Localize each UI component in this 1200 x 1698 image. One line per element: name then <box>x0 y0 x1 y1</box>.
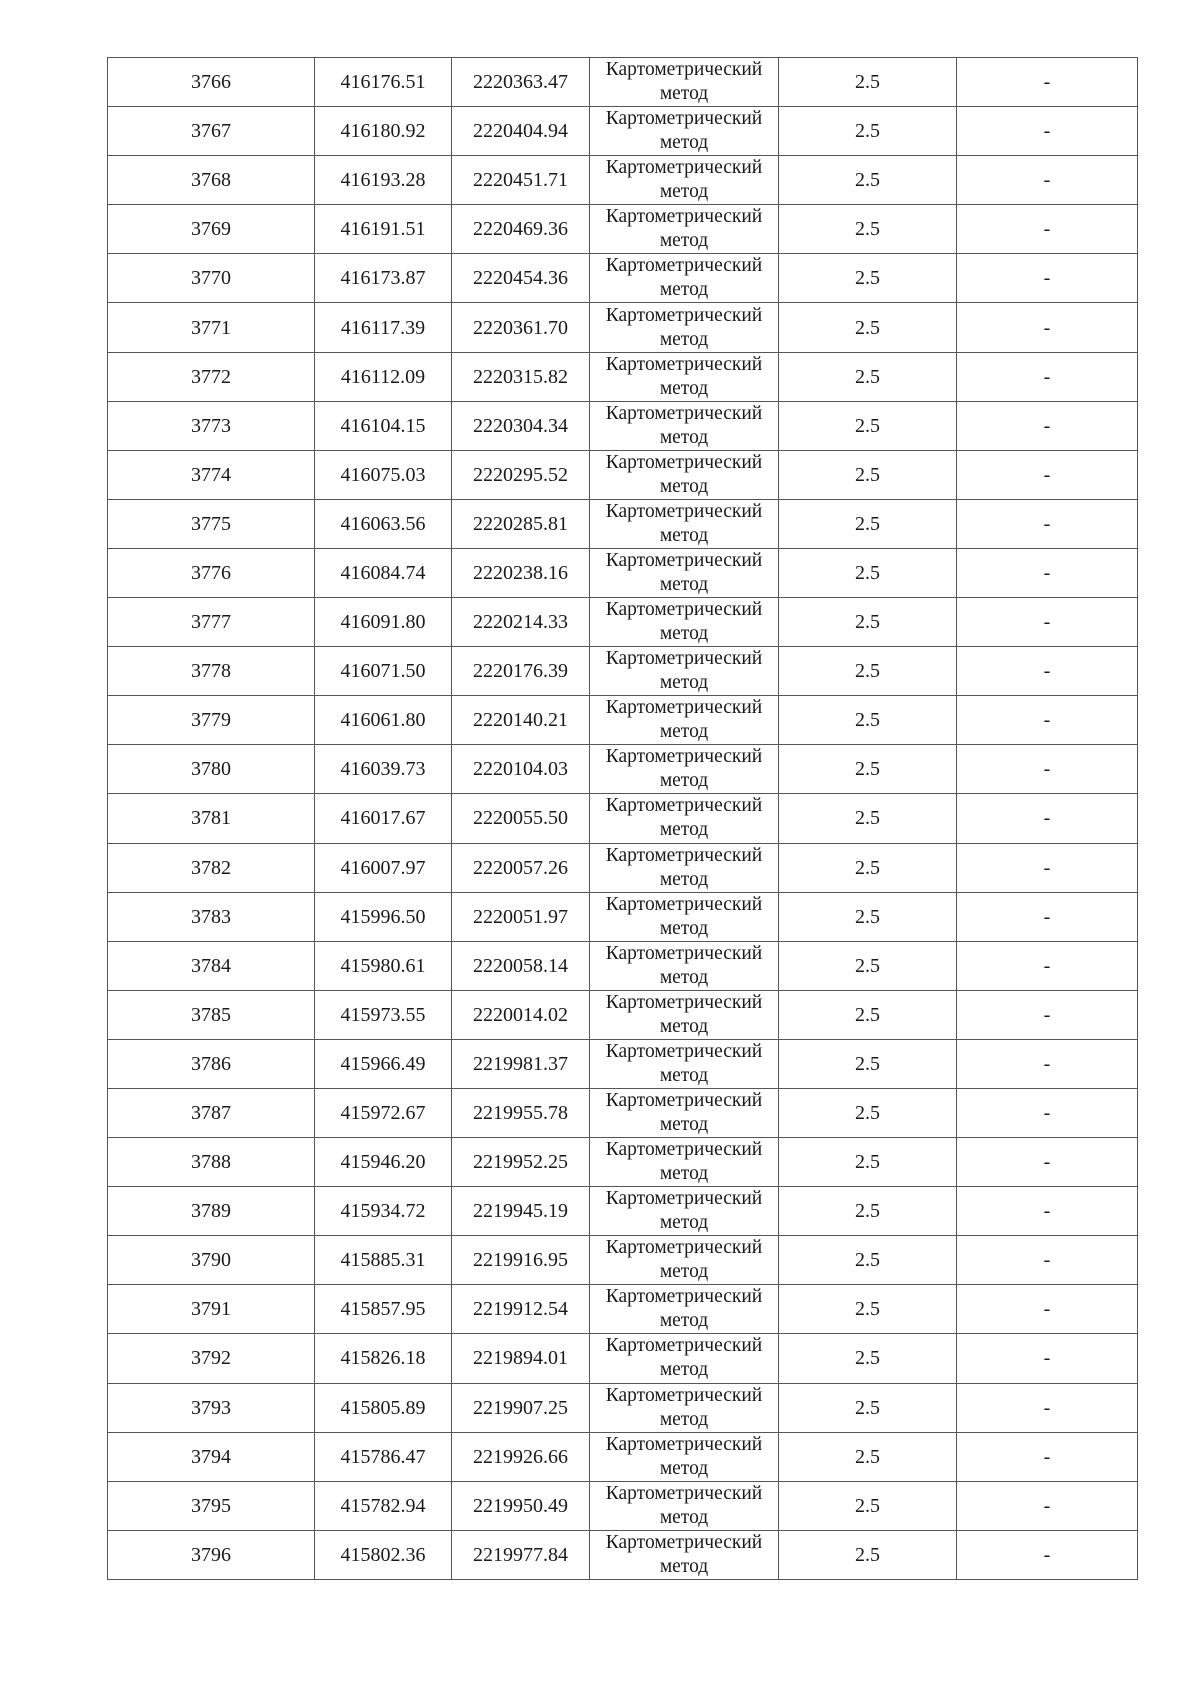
method-cell <box>590 499 779 548</box>
method-text-line1: Картометрический <box>605 1188 763 1210</box>
table-row <box>108 990 1138 1039</box>
point-number-cell: 3783 <box>108 892 315 941</box>
note-cell: - <box>957 1334 1138 1383</box>
accuracy-cell: 2.5 <box>779 1334 957 1383</box>
y-coordinate-cell: 2219907.25 <box>452 1383 590 1432</box>
point-number-cell: 3773 <box>108 401 315 450</box>
table-row <box>108 1481 1138 1530</box>
table-row <box>108 1383 1138 1432</box>
method-text-line2: метод <box>659 770 709 792</box>
method-cell <box>590 58 779 107</box>
method-text-line1: Картометрический <box>605 893 763 915</box>
y-coordinate-cell: 2220238.16 <box>452 548 590 597</box>
table-row <box>108 1334 1138 1383</box>
note-cell: - <box>957 1236 1138 1285</box>
x-coordinate-cell: 416176.51 <box>315 58 452 107</box>
x-coordinate-cell: 415802.36 <box>315 1530 452 1579</box>
method-text-line2: метод <box>659 1359 709 1381</box>
method-text-line2: метод <box>659 1310 709 1332</box>
accuracy-cell: 2.5 <box>779 745 957 794</box>
point-number-cell: 3768 <box>108 156 315 205</box>
method-text-line2: метод <box>659 721 709 743</box>
note-cell: - <box>957 1039 1138 1088</box>
point-number-cell: 3789 <box>108 1187 315 1236</box>
method-cell <box>590 1138 779 1187</box>
y-coordinate-cell: 2220051.97 <box>452 892 590 941</box>
note-cell: - <box>957 745 1138 794</box>
accuracy-cell: 2.5 <box>779 1236 957 1285</box>
method-cell <box>590 548 779 597</box>
table-row <box>108 598 1138 647</box>
table-row <box>108 647 1138 696</box>
table-row <box>108 156 1138 205</box>
accuracy-cell: 2.5 <box>779 58 957 107</box>
table-row <box>108 1236 1138 1285</box>
x-coordinate-cell: 416117.39 <box>315 303 452 352</box>
method-text-line1: Картометрический <box>605 1384 763 1406</box>
method-text-line1: Картометрический <box>605 942 763 964</box>
y-coordinate-cell: 2220285.81 <box>452 499 590 548</box>
y-coordinate-cell: 2220469.36 <box>452 205 590 254</box>
table-row <box>108 941 1138 990</box>
method-cell <box>590 1187 779 1236</box>
point-number-cell: 3766 <box>108 58 315 107</box>
table-row <box>108 58 1138 107</box>
note-cell: - <box>957 156 1138 205</box>
point-number-cell: 3777 <box>108 598 315 647</box>
accuracy-cell: 2.5 <box>779 548 957 597</box>
note-cell: - <box>957 1138 1138 1187</box>
method-text-line2: метод <box>659 1015 709 1037</box>
method-text-line2: метод <box>659 230 709 252</box>
x-coordinate-cell: 415857.95 <box>315 1285 452 1334</box>
y-coordinate-cell: 2219916.95 <box>452 1236 590 1285</box>
y-coordinate-cell: 2220361.70 <box>452 303 590 352</box>
point-number-cell: 3794 <box>108 1432 315 1481</box>
accuracy-cell: 2.5 <box>779 647 957 696</box>
method-text-line1: Картометрический <box>605 599 763 621</box>
point-number-cell: 3778 <box>108 647 315 696</box>
y-coordinate-cell: 2219950.49 <box>452 1481 590 1530</box>
method-cell <box>590 1432 779 1481</box>
accuracy-cell: 2.5 <box>779 1481 957 1530</box>
table-row <box>108 1285 1138 1334</box>
note-cell: - <box>957 990 1138 1039</box>
method-cell <box>590 647 779 696</box>
point-number-cell: 3776 <box>108 548 315 597</box>
accuracy-cell: 2.5 <box>779 1088 957 1137</box>
method-cell <box>590 1530 779 1579</box>
y-coordinate-cell: 2220058.14 <box>452 941 590 990</box>
method-text-line2: метод <box>659 1408 709 1430</box>
accuracy-cell: 2.5 <box>779 401 957 450</box>
note-cell: - <box>957 843 1138 892</box>
point-number-cell: 3791 <box>108 1285 315 1334</box>
method-text-line1: Картометрический <box>605 549 763 571</box>
table-row <box>108 107 1138 156</box>
x-coordinate-cell: 416071.50 <box>315 647 452 696</box>
point-number-cell: 3781 <box>108 794 315 843</box>
accuracy-cell: 2.5 <box>779 1530 957 1579</box>
x-coordinate-cell: 416061.80 <box>315 696 452 745</box>
method-text-line1: Картометрический <box>605 1482 763 1504</box>
accuracy-cell: 2.5 <box>779 990 957 1039</box>
method-cell <box>590 794 779 843</box>
x-coordinate-cell: 416063.56 <box>315 499 452 548</box>
y-coordinate-cell: 2220451.71 <box>452 156 590 205</box>
point-number-cell: 3772 <box>108 352 315 401</box>
method-text-line2: метод <box>659 1064 709 1086</box>
x-coordinate-cell: 416039.73 <box>315 745 452 794</box>
y-coordinate-cell: 2220315.82 <box>452 352 590 401</box>
method-text-line2: метод <box>659 573 709 595</box>
method-cell <box>590 696 779 745</box>
method-text-line2: метод <box>659 475 709 497</box>
method-text-line1: Картометрический <box>605 59 763 81</box>
accuracy-cell: 2.5 <box>779 156 957 205</box>
method-text-line2: метод <box>659 181 709 203</box>
y-coordinate-cell: 2220104.03 <box>452 745 590 794</box>
note-cell: - <box>957 548 1138 597</box>
accuracy-cell: 2.5 <box>779 1432 957 1481</box>
method-cell <box>590 1481 779 1530</box>
method-cell <box>590 205 779 254</box>
accuracy-cell: 2.5 <box>779 941 957 990</box>
note-cell: - <box>957 696 1138 745</box>
point-number-cell: 3775 <box>108 499 315 548</box>
method-text-line2: метод <box>659 1555 709 1577</box>
accuracy-cell: 2.5 <box>779 205 957 254</box>
coordinates-table-body <box>108 58 1138 1580</box>
x-coordinate-cell: 415946.20 <box>315 1138 452 1187</box>
table-row <box>108 1432 1138 1481</box>
method-text-line2: метод <box>659 1114 709 1136</box>
y-coordinate-cell: 2220304.34 <box>452 401 590 450</box>
method-cell <box>590 745 779 794</box>
note-cell: - <box>957 1187 1138 1236</box>
x-coordinate-cell: 415934.72 <box>315 1187 452 1236</box>
method-text-line1: Картометрический <box>605 157 763 179</box>
y-coordinate-cell: 2220214.33 <box>452 598 590 647</box>
note-cell: - <box>957 450 1138 499</box>
point-number-cell: 3770 <box>108 254 315 303</box>
point-number-cell: 3780 <box>108 745 315 794</box>
method-text-line1: Картометрический <box>605 108 763 130</box>
note-cell: - <box>957 401 1138 450</box>
method-cell <box>590 990 779 1039</box>
point-number-cell: 3790 <box>108 1236 315 1285</box>
method-text-line1: Картометрический <box>605 1139 763 1161</box>
method-text-line1: Картометрический <box>605 1286 763 1308</box>
point-number-cell: 3771 <box>108 303 315 352</box>
method-cell <box>590 254 779 303</box>
table-row <box>108 1530 1138 1579</box>
y-coordinate-cell: 2219912.54 <box>452 1285 590 1334</box>
x-coordinate-cell: 416173.87 <box>315 254 452 303</box>
point-number-cell: 3782 <box>108 843 315 892</box>
accuracy-cell: 2.5 <box>779 352 957 401</box>
method-text-line1: Картометрический <box>605 1040 763 1062</box>
note-cell: - <box>957 1530 1138 1579</box>
table-row <box>108 352 1138 401</box>
x-coordinate-cell: 415973.55 <box>315 990 452 1039</box>
x-coordinate-cell: 416104.15 <box>315 401 452 450</box>
point-number-cell: 3779 <box>108 696 315 745</box>
method-text-line1: Картометрический <box>605 844 763 866</box>
y-coordinate-cell: 2220295.52 <box>452 450 590 499</box>
y-coordinate-cell: 2219977.84 <box>452 1530 590 1579</box>
note-cell: - <box>957 892 1138 941</box>
x-coordinate-cell: 415786.47 <box>315 1432 452 1481</box>
method-text-line1: Картометрический <box>605 648 763 670</box>
method-text-line1: Картометрический <box>605 1433 763 1455</box>
method-cell <box>590 892 779 941</box>
x-coordinate-cell: 416191.51 <box>315 205 452 254</box>
accuracy-cell: 2.5 <box>779 598 957 647</box>
method-text-line2: метод <box>659 328 709 350</box>
method-text-line1: Картометрический <box>605 991 763 1013</box>
y-coordinate-cell: 2219945.19 <box>452 1187 590 1236</box>
note-cell: - <box>957 303 1138 352</box>
method-cell <box>590 156 779 205</box>
table-row <box>108 548 1138 597</box>
point-number-cell: 3785 <box>108 990 315 1039</box>
note-cell: - <box>957 1481 1138 1530</box>
method-text-line2: метод <box>659 83 709 105</box>
table-row <box>108 1088 1138 1137</box>
y-coordinate-cell: 2220140.21 <box>452 696 590 745</box>
method-text-line2: метод <box>659 132 709 154</box>
y-coordinate-cell: 2220404.94 <box>452 107 590 156</box>
method-cell <box>590 107 779 156</box>
y-coordinate-cell: 2219955.78 <box>452 1088 590 1137</box>
method-cell <box>590 1334 779 1383</box>
table-row <box>108 450 1138 499</box>
method-cell <box>590 1088 779 1137</box>
method-text-line2: метод <box>659 623 709 645</box>
note-cell: - <box>957 107 1138 156</box>
accuracy-cell: 2.5 <box>779 107 957 156</box>
method-text-line2: метод <box>659 1261 709 1283</box>
note-cell: - <box>957 1383 1138 1432</box>
method-text-line2: метод <box>659 1457 709 1479</box>
method-text-line1: Картометрический <box>605 206 763 228</box>
accuracy-cell: 2.5 <box>779 794 957 843</box>
y-coordinate-cell: 2219981.37 <box>452 1039 590 1088</box>
method-text-line2: метод <box>659 672 709 694</box>
y-coordinate-cell: 2220014.02 <box>452 990 590 1039</box>
note-cell: - <box>957 352 1138 401</box>
method-cell <box>590 1383 779 1432</box>
method-cell <box>590 598 779 647</box>
method-cell <box>590 450 779 499</box>
table-row <box>108 499 1138 548</box>
accuracy-cell: 2.5 <box>779 303 957 352</box>
x-coordinate-cell: 416180.92 <box>315 107 452 156</box>
method-text-line2: метод <box>659 524 709 546</box>
table-row <box>108 401 1138 450</box>
note-cell: - <box>957 1088 1138 1137</box>
method-cell <box>590 352 779 401</box>
note-cell: - <box>957 58 1138 107</box>
x-coordinate-cell: 415805.89 <box>315 1383 452 1432</box>
accuracy-cell: 2.5 <box>779 450 957 499</box>
note-cell: - <box>957 598 1138 647</box>
method-text-line1: Картометрический <box>605 500 763 522</box>
y-coordinate-cell: 2220176.39 <box>452 647 590 696</box>
method-text-line2: метод <box>659 426 709 448</box>
note-cell: - <box>957 941 1138 990</box>
method-text-line2: метод <box>659 377 709 399</box>
y-coordinate-cell: 2219926.66 <box>452 1432 590 1481</box>
x-coordinate-cell: 416084.74 <box>315 548 452 597</box>
x-coordinate-cell: 416017.67 <box>315 794 452 843</box>
accuracy-cell: 2.5 <box>779 1187 957 1236</box>
method-cell <box>590 1285 779 1334</box>
table-row <box>108 205 1138 254</box>
y-coordinate-cell: 2219952.25 <box>452 1138 590 1187</box>
method-text-line1: Картометрический <box>605 451 763 473</box>
accuracy-cell: 2.5 <box>779 1039 957 1088</box>
table-row <box>108 303 1138 352</box>
x-coordinate-cell: 416091.80 <box>315 598 452 647</box>
method-text-line1: Картометрический <box>605 1531 763 1553</box>
accuracy-cell: 2.5 <box>779 843 957 892</box>
method-text-line1: Картометрический <box>605 304 763 326</box>
table-row <box>108 254 1138 303</box>
point-number-cell: 3774 <box>108 450 315 499</box>
table-row <box>108 794 1138 843</box>
note-cell: - <box>957 647 1138 696</box>
method-cell <box>590 303 779 352</box>
method-text-line2: метод <box>659 966 709 988</box>
table-row <box>108 1138 1138 1187</box>
point-number-cell: 3792 <box>108 1334 315 1383</box>
table-row <box>108 696 1138 745</box>
point-number-cell: 3784 <box>108 941 315 990</box>
method-text-line2: метод <box>659 1163 709 1185</box>
method-text-line2: метод <box>659 819 709 841</box>
method-text-line2: метод <box>659 868 709 890</box>
method-cell <box>590 941 779 990</box>
method-text-line1: Картометрический <box>605 697 763 719</box>
note-cell: - <box>957 205 1138 254</box>
x-coordinate-cell: 415980.61 <box>315 941 452 990</box>
y-coordinate-cell: 2219894.01 <box>452 1334 590 1383</box>
x-coordinate-cell: 415966.49 <box>315 1039 452 1088</box>
method-text-line2: метод <box>659 1506 709 1528</box>
method-text-line2: метод <box>659 1212 709 1234</box>
method-cell <box>590 1039 779 1088</box>
x-coordinate-cell: 416075.03 <box>315 450 452 499</box>
table-row <box>108 892 1138 941</box>
note-cell: - <box>957 1432 1138 1481</box>
point-number-cell: 3793 <box>108 1383 315 1432</box>
method-text-line1: Картометрический <box>605 353 763 375</box>
y-coordinate-cell: 2220363.47 <box>452 58 590 107</box>
table-row <box>108 1187 1138 1236</box>
accuracy-cell: 2.5 <box>779 1138 957 1187</box>
table-row <box>108 745 1138 794</box>
method-cell <box>590 1236 779 1285</box>
point-number-cell: 3787 <box>108 1088 315 1137</box>
method-text-line1: Картометрический <box>605 1237 763 1259</box>
coordinates-table <box>107 57 1138 1580</box>
method-text-line1: Картометрический <box>605 255 763 277</box>
x-coordinate-cell: 415885.31 <box>315 1236 452 1285</box>
point-number-cell: 3788 <box>108 1138 315 1187</box>
point-number-cell: 3796 <box>108 1530 315 1579</box>
method-text-line1: Картометрический <box>605 402 763 424</box>
accuracy-cell: 2.5 <box>779 1383 957 1432</box>
method-text-line2: метод <box>659 917 709 939</box>
method-text-line1: Картометрический <box>605 1090 763 1112</box>
accuracy-cell: 2.5 <box>779 254 957 303</box>
note-cell: - <box>957 499 1138 548</box>
method-text-line1: Картометрический <box>605 795 763 817</box>
x-coordinate-cell: 416007.97 <box>315 843 452 892</box>
note-cell: - <box>957 794 1138 843</box>
method-cell <box>590 843 779 892</box>
accuracy-cell: 2.5 <box>779 892 957 941</box>
accuracy-cell: 2.5 <box>779 499 957 548</box>
point-number-cell: 3769 <box>108 205 315 254</box>
x-coordinate-cell: 416193.28 <box>315 156 452 205</box>
point-number-cell: 3795 <box>108 1481 315 1530</box>
x-coordinate-cell: 415996.50 <box>315 892 452 941</box>
x-coordinate-cell: 415826.18 <box>315 1334 452 1383</box>
y-coordinate-cell: 2220055.50 <box>452 794 590 843</box>
table-row <box>108 1039 1138 1088</box>
y-coordinate-cell: 2220454.36 <box>452 254 590 303</box>
x-coordinate-cell: 416112.09 <box>315 352 452 401</box>
method-text-line1: Картометрический <box>605 1335 763 1357</box>
accuracy-cell: 2.5 <box>779 696 957 745</box>
point-number-cell: 3767 <box>108 107 315 156</box>
note-cell: - <box>957 254 1138 303</box>
x-coordinate-cell: 415972.67 <box>315 1088 452 1137</box>
accuracy-cell: 2.5 <box>779 1285 957 1334</box>
method-text-line1: Картометрический <box>605 746 763 768</box>
x-coordinate-cell: 415782.94 <box>315 1481 452 1530</box>
table-row <box>108 843 1138 892</box>
y-coordinate-cell: 2220057.26 <box>452 843 590 892</box>
method-cell <box>590 401 779 450</box>
point-number-cell: 3786 <box>108 1039 315 1088</box>
method-text-line2: метод <box>659 279 709 301</box>
note-cell: - <box>957 1285 1138 1334</box>
